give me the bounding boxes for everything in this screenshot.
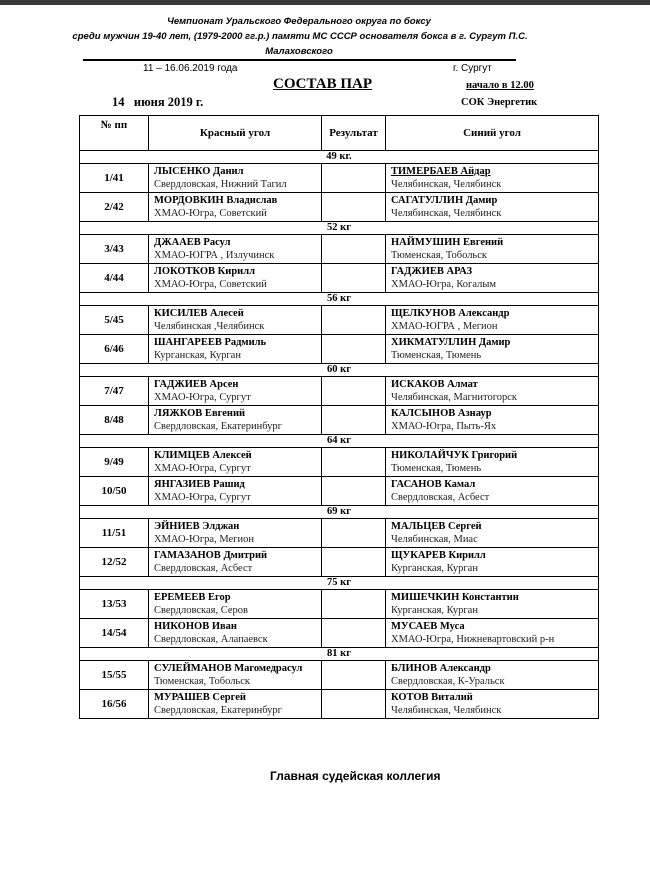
weight-category: 75 кг (80, 577, 599, 590)
blue-boxer-name: ИСКАКОВ Алмат (391, 379, 478, 390)
red-corner-cell (149, 335, 322, 364)
red-corner-cell (149, 619, 322, 648)
red-boxer-name: ЛОКОТКОВ Кирилл (154, 266, 255, 277)
blue-corner-cell (386, 477, 599, 506)
blue-boxer-name: НАЙМУШИН Евгений (391, 237, 504, 248)
blue-boxer-name: ЩУКАРЕВ Кирилл (391, 550, 486, 561)
result-cell (322, 306, 386, 335)
red-boxer-name: НИКОНОВ Иван (154, 621, 237, 632)
col-result: Результат (322, 116, 386, 151)
viewer-top-bar (0, 0, 650, 5)
result-cell (322, 548, 386, 577)
blue-boxer-region: Челябинская, Челябинск (391, 705, 502, 716)
blue-corner-cell (386, 306, 599, 335)
red-corner-cell (149, 377, 322, 406)
blue-boxer-name: ГАСАНОВ Камал (391, 479, 476, 490)
result-cell (322, 377, 386, 406)
red-corner-cell (149, 193, 322, 222)
red-boxer-region: Тюменская, Тобольск (154, 676, 250, 687)
blue-boxer-name: ЩЕЛКУНОВ Александр (391, 308, 510, 319)
red-corner-cell (149, 690, 322, 719)
blue-boxer-name: МАЛЬЦЕВ Сергей (391, 521, 482, 532)
bout-row (80, 306, 599, 335)
bout-row (80, 448, 599, 477)
red-boxer-name: КЛИМЦЕВ Алексей (154, 450, 252, 461)
blue-boxer-region: Курганская, Курган (391, 605, 478, 616)
weight-category-row (80, 222, 599, 235)
weight-category-row (80, 577, 599, 590)
bout-row (80, 335, 599, 364)
red-boxer-name: ГАДЖИЕВ Арсен (154, 379, 239, 390)
weight-category-row (80, 293, 599, 306)
bout-row (80, 619, 599, 648)
weight-category-row (80, 364, 599, 377)
bout-row (80, 193, 599, 222)
result-cell (322, 406, 386, 435)
blue-boxer-region: Тюменская, Тобольск (391, 250, 487, 261)
blue-corner-cell (386, 519, 599, 548)
bout-row (80, 235, 599, 264)
event-title-line-2: среди мужчин 19-40 лет, (1979-2000 гг.р.) памяти МС СССР основателя бокса в г. Сургут П.С. (72, 31, 528, 42)
red-boxer-name: ЕРЕМЕЕВ Егор (154, 592, 231, 603)
bout-number: 10/50 (80, 477, 149, 506)
blue-corner-cell (386, 406, 599, 435)
bout-number: 1/41 (80, 164, 149, 193)
bout-number: 13/53 (80, 590, 149, 619)
bout-number: 9/49 (80, 448, 149, 477)
red-corner-cell (149, 164, 322, 193)
result-cell (322, 164, 386, 193)
bout-row (80, 519, 599, 548)
table-header-row (80, 116, 599, 151)
bout-row (80, 590, 599, 619)
red-corner-cell (149, 519, 322, 548)
red-corner-cell (149, 590, 322, 619)
red-corner-cell (149, 661, 322, 690)
blue-boxer-region: ХМАО-Югра, Нижневартовский р-н (391, 634, 555, 645)
red-boxer-region: Курганская, Курган (154, 350, 241, 361)
blue-corner-cell (386, 548, 599, 577)
red-boxer-name: МУРАШЕВ Сергей (154, 692, 246, 703)
weight-category-row (80, 506, 599, 519)
start-time: начало в 12.00 (466, 80, 534, 91)
venue: СОК Энергетик (461, 97, 538, 108)
weight-category-row (80, 435, 599, 448)
result-cell (322, 335, 386, 364)
red-boxer-region: Свердловская, Асбест (154, 563, 253, 574)
red-boxer-name: ЯНГАЗИЕВ Рашид (154, 479, 245, 490)
bout-number: 12/52 (80, 548, 149, 577)
blue-corner-cell (386, 193, 599, 222)
weight-category: 52 кг (80, 222, 599, 235)
event-dates: 11 – 16.06.2019 года (143, 63, 238, 74)
bout-number: 8/48 (80, 406, 149, 435)
red-boxer-name: ЭЙНИЕВ Элджан (154, 521, 240, 532)
blue-boxer-region: Челябинская, Челябинск (391, 179, 502, 190)
weight-category-row (80, 648, 599, 661)
competition-day: 14 июня 2019 г. (112, 95, 204, 109)
red-boxer-region: Свердловская, Нижний Тагил (154, 179, 287, 190)
judges-signature: Главная судейская коллегия (270, 769, 441, 783)
blue-boxer-region: Тюменская, Тюмень (391, 463, 482, 474)
red-boxer-name: ШАНГАРЕЕВ Радмиль (154, 337, 267, 348)
blue-boxer-region: ХМАО-ЮГРА , Мегион (391, 321, 498, 332)
result-cell (322, 690, 386, 719)
blue-corner-cell (386, 619, 599, 648)
blue-corner-cell (386, 235, 599, 264)
header-rule (83, 59, 516, 61)
blue-boxer-name: НИКОЛАЙЧУК Григорий (391, 450, 518, 461)
bout-number: 5/45 (80, 306, 149, 335)
weight-category: 64 кг (80, 435, 599, 448)
bout-number: 6/46 (80, 335, 149, 364)
red-boxer-region: Свердловская, Серов (154, 605, 248, 616)
red-corner-cell (149, 306, 322, 335)
weight-category: 81 кг (80, 648, 599, 661)
bout-row (80, 377, 599, 406)
red-boxer-region: Свердловская, Екатеринбург (154, 705, 282, 716)
bout-row (80, 164, 599, 193)
blue-boxer-region: Челябинская, Магнитогорск (391, 392, 518, 403)
bout-row (80, 661, 599, 690)
blue-corner-cell (386, 164, 599, 193)
blue-boxer-region: Свердловская, Асбест (391, 492, 490, 503)
red-boxer-region: ХМАО-Югра, Сургут (154, 463, 251, 474)
red-boxer-region: ХМАО-Югра, Мегион (154, 534, 254, 545)
red-boxer-name: ДЖААЕВ Расул (154, 237, 231, 248)
bout-number: 11/51 (80, 519, 149, 548)
bout-number: 7/47 (80, 377, 149, 406)
red-corner-cell (149, 448, 322, 477)
document-title: СОСТАВ ПАР (273, 76, 373, 92)
blue-boxer-name: САГАТУЛЛИН Дамир (391, 195, 498, 206)
result-cell (322, 661, 386, 690)
red-boxer-name: ГАМАЗАНОВ Дмитрий (154, 550, 268, 561)
event-city: г. Сургут (453, 63, 492, 74)
blue-corner-cell (386, 377, 599, 406)
weight-category-row (80, 151, 599, 164)
red-corner-cell (149, 235, 322, 264)
result-cell (322, 264, 386, 293)
event-title-line-1: Чемпионат Уральского Федерального округа по боксу (167, 16, 431, 27)
blue-boxer-name: КОТОВ Виталий (391, 692, 473, 703)
blue-boxer-region: Тюменская, Тюмень (391, 350, 482, 361)
result-cell (322, 477, 386, 506)
result-cell (322, 619, 386, 648)
blue-corner-cell (386, 264, 599, 293)
red-boxer-region: ХМАО-Югра, Советский (154, 208, 267, 219)
red-boxer-name: СУЛЕЙМАНОВ Магомедрасул (154, 663, 303, 674)
bout-number: 14/54 (80, 619, 149, 648)
weight-category: 60 кг (80, 364, 599, 377)
bout-row (80, 477, 599, 506)
red-boxer-region: ХМАО-Югра, Советский (154, 279, 267, 290)
red-corner-cell (149, 548, 322, 577)
red-boxer-region: Челябинская ,Челябинск (154, 321, 265, 332)
result-cell (322, 448, 386, 477)
blue-boxer-name: ХИКМАТУЛЛИН Дамир (391, 337, 511, 348)
bout-row (80, 690, 599, 719)
blue-corner-cell (386, 448, 599, 477)
red-corner-cell (149, 264, 322, 293)
blue-boxer-region: Свердловская, К-Уральск (391, 676, 505, 687)
red-boxer-region: ХМАО-Югра, Сургут (154, 492, 251, 503)
blue-boxer-name: ГАДЖИЕВ АРАЗ (391, 266, 473, 277)
result-cell (322, 590, 386, 619)
pairs-table (79, 115, 599, 719)
col-number: № пп (80, 116, 149, 151)
blue-boxer-region: ХМАО-Югра, Пыть-Ях (391, 421, 497, 432)
blue-boxer-name: МУСАЕВ Муса (391, 621, 465, 632)
blue-boxer-region: Челябинская, Челябинск (391, 208, 502, 219)
col-red-corner: Красный угол (149, 116, 322, 151)
blue-corner-cell (386, 661, 599, 690)
blue-boxer-region: ХМАО-Югра, Когалым (391, 279, 497, 290)
red-boxer-name: КИСИЛЕВ Алесей (154, 308, 244, 319)
bout-number: 3/43 (80, 235, 149, 264)
blue-boxer-region: Курганская, Курган (391, 563, 478, 574)
bout-row (80, 406, 599, 435)
weight-category: 49 кг. (80, 151, 599, 164)
red-boxer-name: ЛЯЖКОВ Евгений (154, 408, 246, 419)
blue-corner-cell (386, 690, 599, 719)
blue-corner-cell (386, 590, 599, 619)
bout-number: 16/56 (80, 690, 149, 719)
red-corner-cell (149, 477, 322, 506)
blue-corner-cell (386, 335, 599, 364)
blue-boxer-name: КАЛСЫНОВ Азнаур (391, 408, 492, 419)
bout-row (80, 548, 599, 577)
red-boxer-region: ХМАО-Югра, Сургут (154, 392, 251, 403)
red-boxer-region: Свердловская, Екатеринбург (154, 421, 282, 432)
red-boxer-name: МОРДОВКИН Владислав (154, 195, 278, 206)
col-blue-corner: Синий угол (386, 116, 599, 151)
blue-boxer-name: БЛИНОВ Александр (391, 663, 491, 674)
bout-number: 4/44 (80, 264, 149, 293)
red-boxer-name: ЛЫСЕНКО Данил (154, 166, 244, 177)
bout-row (80, 264, 599, 293)
red-boxer-region: Свердловская, Алапаевск (154, 634, 268, 645)
result-cell (322, 193, 386, 222)
red-boxer-region: ХМАО-ЮГРА , Излучинск (154, 250, 275, 261)
blue-boxer-name: ТИМЕРБАЕВ Айдар (391, 166, 491, 177)
blue-boxer-region: Челябинская, Миас (391, 534, 478, 545)
bout-number: 2/42 (80, 193, 149, 222)
event-title-line-3: Малаховского (265, 46, 333, 57)
red-corner-cell (149, 406, 322, 435)
weight-category: 56 кг (80, 293, 599, 306)
result-cell (322, 235, 386, 264)
result-cell (322, 519, 386, 548)
weight-category: 69 кг (80, 506, 599, 519)
blue-boxer-name: МИШЕЧКИН Константин (391, 592, 519, 603)
bout-number: 15/55 (80, 661, 149, 690)
